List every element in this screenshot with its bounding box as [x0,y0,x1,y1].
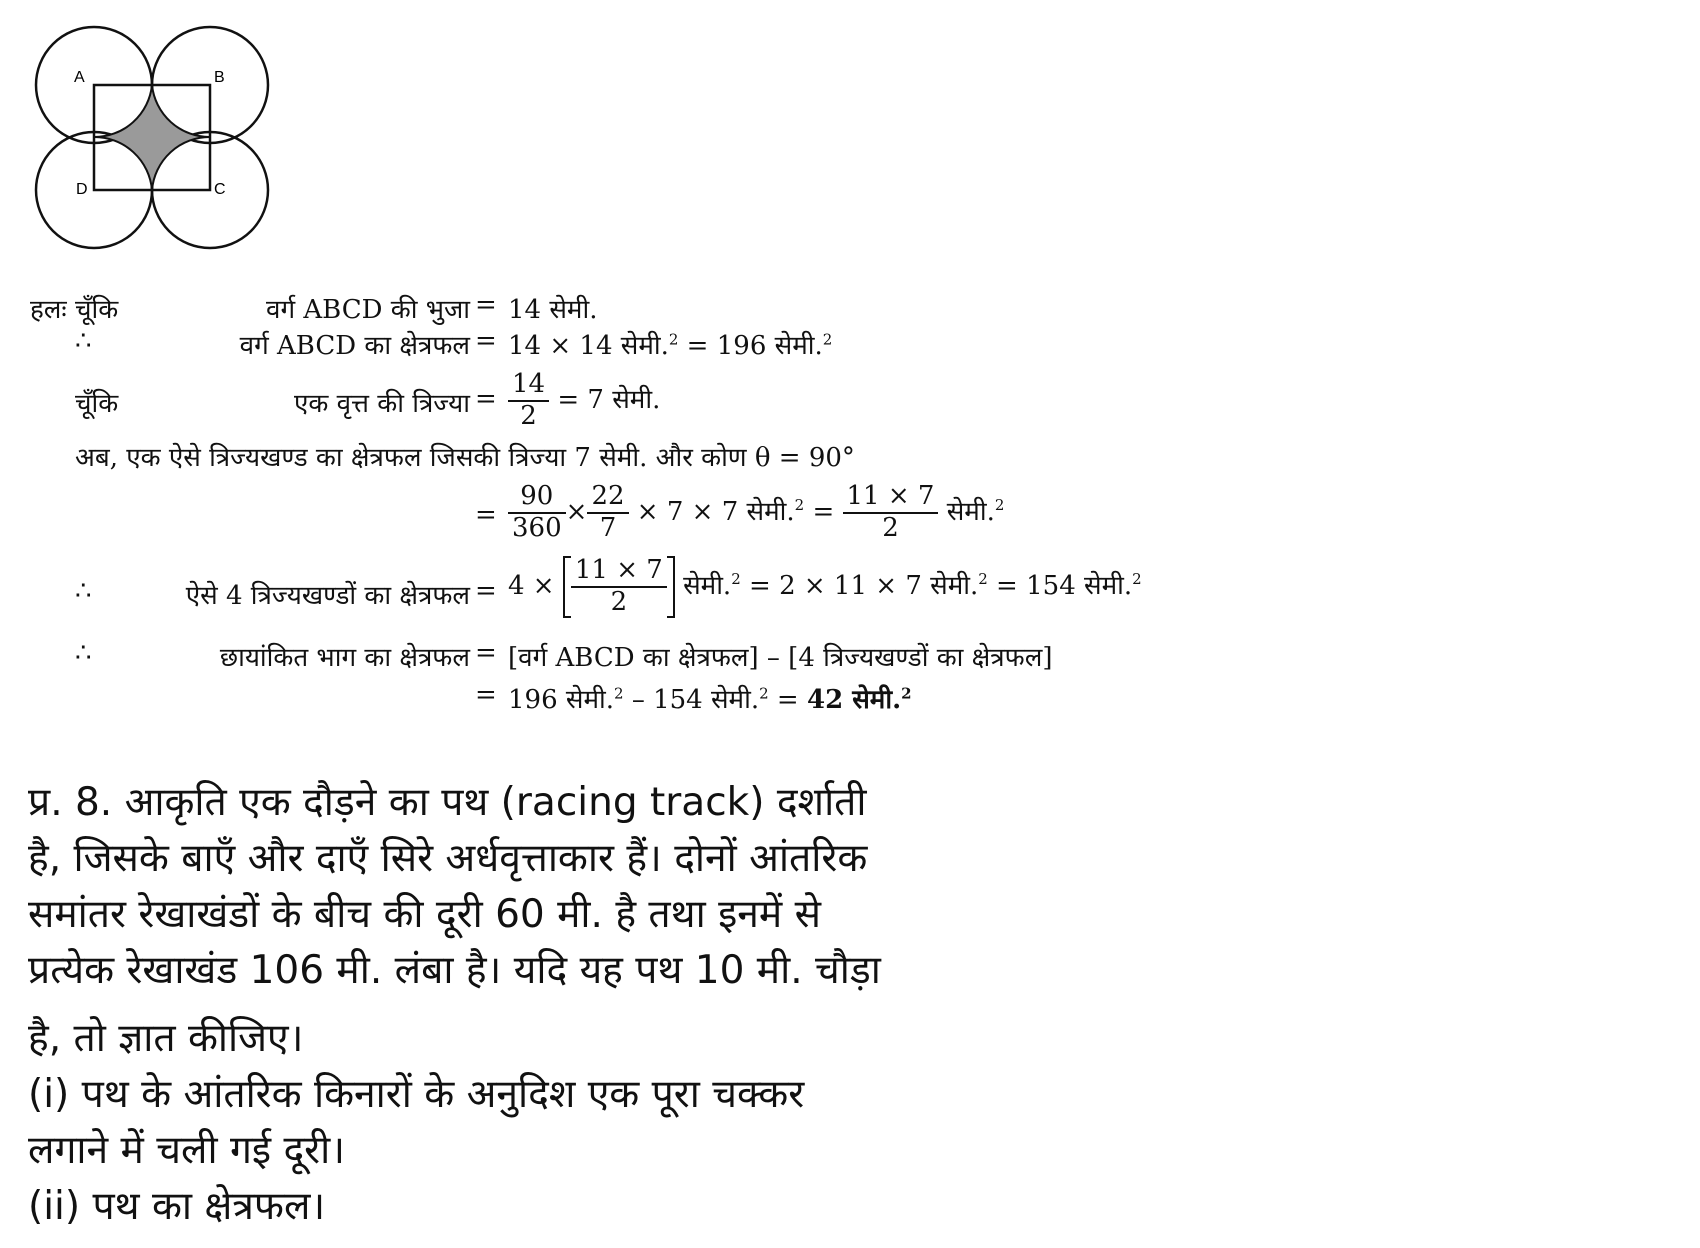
therefore-symbol: ∴ [75,638,92,668]
bracket-group [563,556,675,618]
row-value [508,370,660,432]
solution-row-7 [30,638,1130,673]
value-part: = 2 × 11 × 7 सेमी. [740,570,979,601]
equals-sign: = [475,680,497,710]
row-label: वर्ग ABCD का क्षेत्रफल [239,331,470,361]
solution-row-4 [75,438,855,474]
solution-row-1 [30,290,1130,325]
shaded-region [94,85,210,190]
value-part: 196 सेमी. [508,685,615,715]
unit: सेमी. [938,496,995,527]
row-lead: चूँकि [75,389,119,419]
label-c: C [214,181,226,198]
therefore-symbol: ∴ [75,326,92,356]
question-line-4: प्रत्येक रेखाखंड 106 मी. लंबा है। यदि यह पथ 10 मी. चौड़ा [28,948,881,993]
solution-row-2 [30,326,1130,361]
question-8 [28,775,1208,1235]
value-part: = 7 सेमी. [549,384,661,415]
row-value: [वर्ग ABCD का क्षेत्रफल] – [4 त्रिज्यखण्डों का क्षेत्रफल] [508,643,1053,673]
question-line-5: है, तो ज्ञात कीजिए। [28,1016,304,1061]
question-line-2: है, जिसके बाएँ और दाएँ सिरे अर्धवृत्ताकार हैं। दोनों आंतरिक [28,836,868,881]
row-label: छायांकित भाग का क्षेत्रफल [219,643,470,673]
unit: सेमी. [683,570,732,601]
four-circles-square-figure [30,20,300,260]
value-part: 4 × [508,570,563,601]
therefore-symbol: ∴ [75,576,92,606]
value-part: = 196 सेमी. [678,331,823,361]
row-label: ऐसे 4 त्रिज्यखण्डों का क्षेत्रफल [185,581,470,611]
numerator: 11 × 7 [843,482,939,514]
label-d: D [76,181,88,198]
equals-sign: = [475,384,497,414]
row-value [508,326,832,362]
fraction [843,482,939,544]
superscript: 2 [668,330,679,349]
value-part: = 154 सेमी. [987,570,1133,601]
fraction [571,556,667,618]
sector-statement: अब, एक ऐसे त्रिज्यखण्ड का क्षेत्रफल जिसकी त्रिज्या 7 सेमी. और कोण θ = 90° [75,443,855,473]
numerator: 11 × 7 [571,556,667,588]
solution-row-3 [30,370,1130,430]
solution-row-8 [30,680,1130,715]
fraction [508,482,566,544]
value-part: 14 × 14 सेमी. [508,331,669,361]
denominator: 7 [599,512,617,543]
equals-sign: = [475,576,497,606]
row-label: वर्ग ABCD की भुजा [266,295,470,325]
numerator: 90 [508,482,566,514]
row-value [508,680,912,716]
superscript: 2 [978,570,988,589]
answer-value: 42 सेमी. [806,685,902,715]
value-part: = [768,685,807,715]
superscript: 2 [901,684,912,703]
superscript: 2 [1132,570,1142,589]
solution-row-5 [30,482,1130,548]
row-value: 14 सेमी. [508,295,598,325]
label-b: B [214,69,225,86]
denominator: 2 [882,512,899,543]
superscript: 2 [759,684,769,703]
equals-sign: = [475,500,497,530]
equals-sign: = [475,290,497,320]
superscript: 2 [794,496,805,515]
row-lead: हलः चूँकि [30,295,119,325]
denominator: 2 [520,400,537,431]
denominator: 2 [610,586,628,617]
superscript: 2 [822,330,833,349]
question-line-1: प्र. 8. आकृति एक दौड़ने का पथ (racing track) दर्शाती [28,780,867,825]
equals-sign: = [475,638,497,668]
fraction [508,370,549,432]
value-part: × 7 × 7 सेमी. [628,496,795,527]
question-part-ii: (ii) पथ का क्षेत्रफल। [28,1184,326,1229]
row-label: एक वृत्त की त्रिज्या [293,389,470,419]
value-part: = [804,496,843,527]
question-part-i: (i) पथ के आंतरिक किनारों के अनुदिश एक पूरा चक्कर [28,1072,805,1117]
row-value [508,556,1142,618]
label-a: A [74,69,85,86]
final-answer [807,685,912,715]
question-line-3: समांतर रेखाखंडों के बीच की दूरी 60 मी. है तथा इनमें से [28,892,821,937]
equals-sign: = [475,326,497,356]
question-part-i-cont: लगाने में चली गई दूरी। [28,1128,346,1173]
row-value [508,482,1004,544]
superscript: 2 [614,684,624,703]
solution-row-6 [30,555,1142,626]
denominator: 360 [512,512,562,543]
superscript: 2 [994,496,1005,515]
times-sign: × [565,496,588,527]
numerator: 22 [587,482,628,514]
fraction [587,482,628,544]
value-part: – 154 सेमी. [623,685,760,715]
superscript: 2 [731,570,741,589]
numerator: 14 [508,370,549,402]
